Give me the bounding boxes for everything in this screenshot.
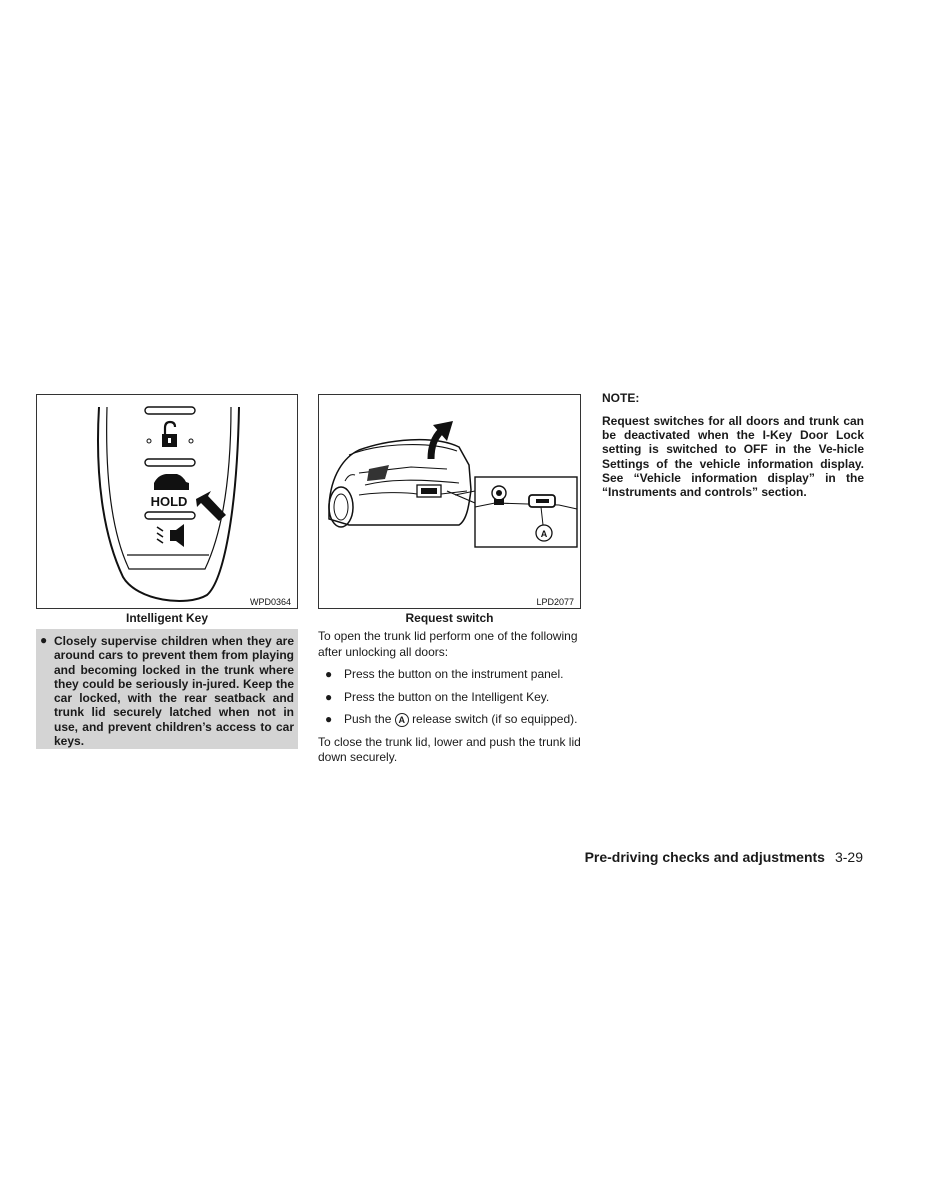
- list-item: [318, 667, 582, 683]
- trunk-illustration: [319, 395, 580, 608]
- step-text: Press the button on the instrument panel.: [344, 667, 564, 681]
- list-item: [318, 690, 582, 706]
- section-title: Pre-driving checks and adjustments: [584, 849, 825, 865]
- note-title: NOTE:: [602, 391, 640, 405]
- trunk-car-icon: [154, 474, 189, 490]
- hold-label: HOLD: [150, 494, 188, 509]
- figure-code: WPD0364: [249, 597, 291, 607]
- bullet-icon: ●: [325, 689, 333, 704]
- steps-list: [318, 667, 582, 728]
- page-footer: [585, 849, 863, 865]
- intelligent-key-caption: Intelligent Key: [125, 611, 208, 625]
- open-arrow-icon: [431, 421, 453, 459]
- circled-a-icon: A: [395, 713, 409, 727]
- list-item: [318, 712, 582, 728]
- bullet-icon: ●: [325, 667, 333, 681]
- callout-a-label: A: [540, 529, 548, 539]
- page-number: 3-29: [834, 849, 863, 865]
- figure-code: LPD2077: [536, 597, 574, 607]
- step-text: Press the button on the Intelligent Key.: [344, 689, 550, 704]
- trunk-instructions: [318, 629, 582, 766]
- request-switch-caption: Request switch: [405, 611, 494, 625]
- bullet-icon: ●: [325, 712, 333, 726]
- request-switch-figure: [318, 394, 581, 609]
- press-arrow-icon: [196, 491, 226, 521]
- warning-text: Closely supervise children when they are around cars to prevent them from playing and becoming locked in the trunk where they could be seriously in-jured. Keep the car locked, with the rear seatback and trunk lid securely latched when not in use, and prevent children’s access to car keys.: [54, 634, 294, 749]
- step-suffix: release switch (if so equipped).: [412, 712, 578, 726]
- bullet-icon: ●: [40, 633, 48, 647]
- unlock-icon: [162, 422, 177, 447]
- step-prefix: Push the: [344, 712, 392, 726]
- note-body: Request switches for all doors and trunk can be deactivated when the I-Key Door Lock setting is switched to OFF in the Ve-hicle Settings of the vehicle information display. See “Vehicle information display” in the “Instruments and controls” section.: [602, 414, 864, 500]
- instructions-closing: To close the trunk lid, lower and push the trunk lid down securely.: [318, 734, 581, 764]
- intelligent-key-illustration: [37, 395, 297, 608]
- instructions-intro: To open the trunk lid perform one of the following after unlocking all doors:: [318, 629, 578, 659]
- child-safety-warning: [36, 629, 298, 749]
- intelligent-key-figure: [36, 394, 298, 609]
- panic-alarm-icon: [157, 524, 184, 547]
